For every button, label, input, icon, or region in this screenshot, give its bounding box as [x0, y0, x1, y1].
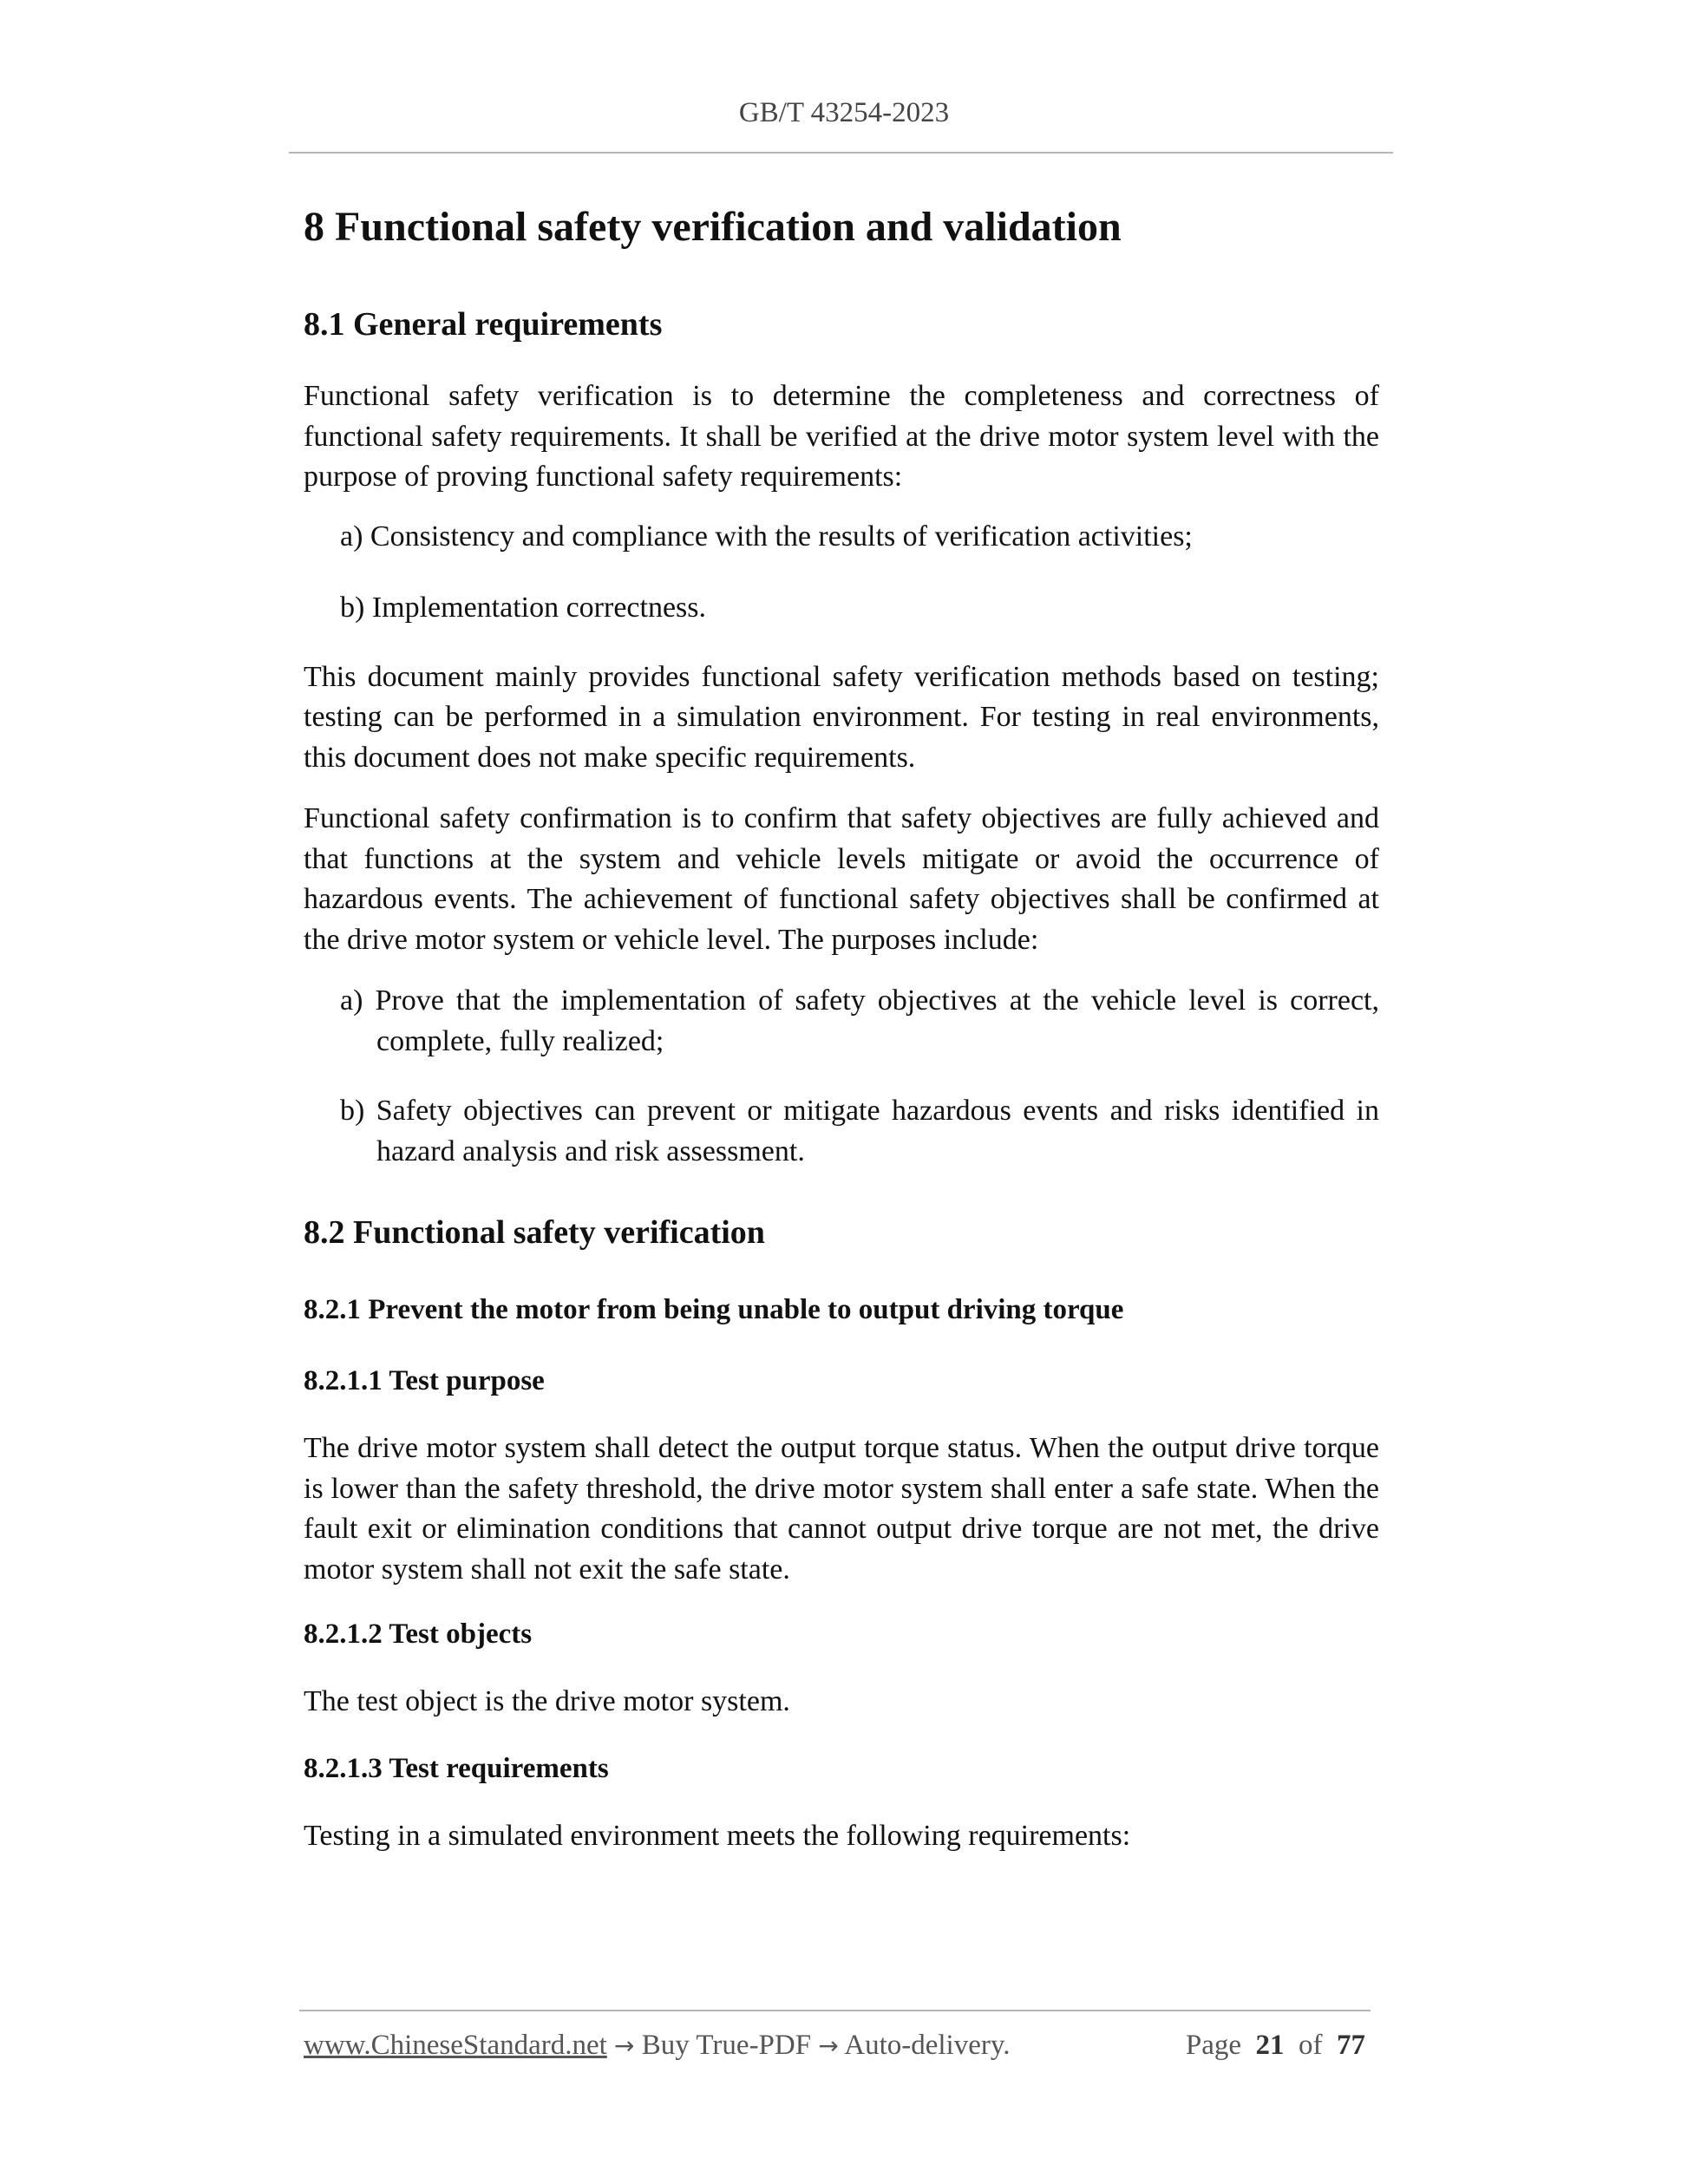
paragraph-test-purpose: The drive motor system shall detect the output torque status. When the output drive torque is lower than the safety threshold, the drive motor system shall enter a safe state. When the fault exit or elimination conditions that cannot output drive torque are not met, the drive motor system shall not exit the safe state.	[304, 1432, 1379, 1586]
page-footer	[304, 2030, 1371, 2068]
page-header: GB/T 43254-2023	[738, 97, 950, 128]
arrow-right-icon: →	[614, 2031, 635, 2060]
of-label: of	[1299, 2030, 1323, 2061]
section-8-2-1-title: 8.2.1 Prevent the motor from being unable to output driving torque	[304, 1294, 1124, 1325]
page-label: Page	[1185, 2030, 1241, 2061]
section-8-1-title: 8.1 General requirements	[304, 306, 663, 343]
paragraph-verification: Functional safety verification is to determine the completeness and correctness of functional safety requirements. It shall be verified at the drive motor system level with the purpose of proving functional safety requirements:	[304, 380, 1379, 493]
section-8-2-1-1-title: 8.2.1.1 Test purpose	[304, 1365, 545, 1396]
list-item: a) Consistency and compliance with the results of verification activities;	[340, 520, 1193, 553]
paragraph-test-objects: The test object is the drive motor system.	[304, 1685, 790, 1717]
arrow-right-icon: →	[818, 2031, 839, 2060]
buy-pdf-text: Buy True-PDF	[641, 2030, 812, 2061]
section-8-title: 8 Functional safety verification and validation	[304, 204, 1122, 250]
footer-divider	[299, 2010, 1371, 2011]
section-8-2-1-2-title: 8.2.1.2 Test objects	[304, 1618, 533, 1650]
total-pages: 77	[1337, 2030, 1365, 2061]
footer-links	[304, 2030, 1010, 2062]
paragraph-confirmation: Functional safety confirmation is to confirm that safety objectives are fully achieved and that functions at the system and vehicle levels mitigate or avoid the occurrence of hazardous events. The achievement of functional safety objectives shall be confirmed at the drive motor system or vehicle level. The purposes include:	[304, 802, 1379, 956]
list-item: a) Prove that the implementation of safety objectives at the vehicle level is correct, complete, fully realized;	[340, 984, 1379, 1057]
header-divider	[289, 152, 1393, 154]
paragraph-test-requirements: Testing in a simulated environment meets the following requirements:	[304, 1819, 1131, 1852]
paragraph-testing: This document mainly provides functional safety verification methods based on testing; testing can be performed in a simulation environment. For testing in real environments, this document does not make specific requirements.	[304, 660, 1379, 774]
page-number	[1186, 2030, 1365, 2062]
page-content	[304, 199, 1379, 1856]
website-link[interactable]: www.ChineseStandard.net	[304, 2030, 607, 2061]
auto-delivery-text: Auto-delivery.	[844, 2030, 1011, 2061]
list-item: b) Implementation correctness.	[340, 592, 707, 624]
current-page: 21	[1255, 2030, 1285, 2061]
section-8-2-1-3-title: 8.2.1.3 Test requirements	[304, 1752, 609, 1784]
list-item: b) Safety objectives can prevent or mitigate hazardous events and risks identified in hazard analysis and risk assessment.	[340, 1095, 1379, 1167]
section-8-2-title: 8.2 Functional safety verification	[304, 1214, 765, 1251]
